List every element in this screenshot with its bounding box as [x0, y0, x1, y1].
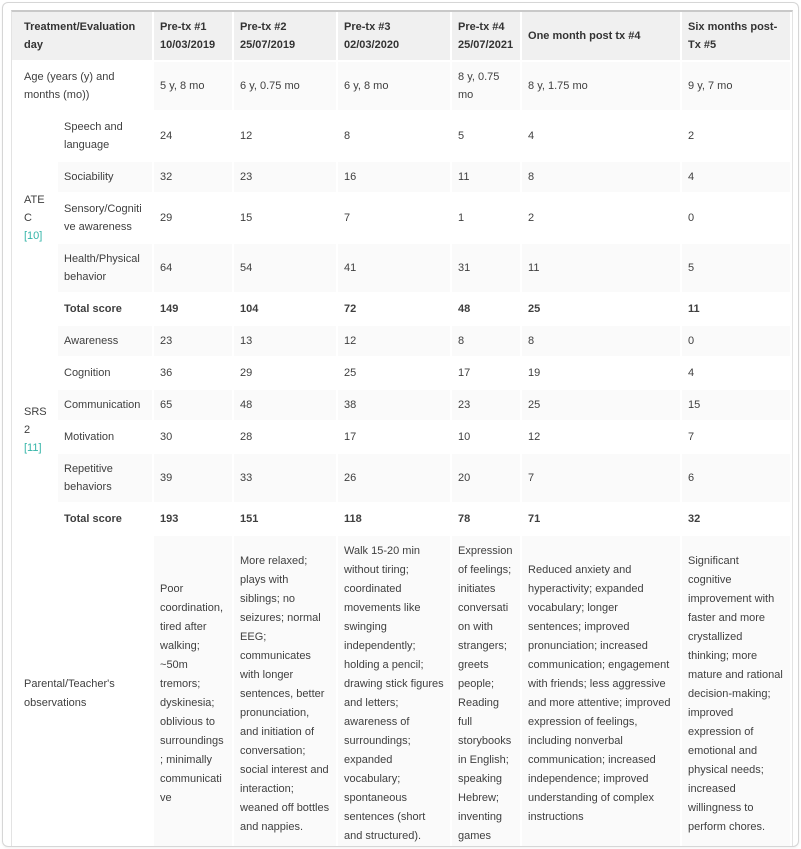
score-cell: 32 [154, 162, 234, 194]
age-cell: 6 y, 0.75 mo [234, 62, 338, 112]
score-cell: 7 [338, 194, 452, 244]
score-cell: 4 [682, 162, 792, 194]
score-cell: 71 [522, 504, 682, 536]
age-row [12, 62, 792, 112]
score-cell: 151 [234, 504, 338, 536]
age-cell: 8 y, 0.75 mo [452, 62, 522, 112]
row-label: Motivation [58, 422, 154, 454]
score-cell: 11 [452, 162, 522, 194]
srs2-motivation-row [12, 422, 792, 454]
column-header-one-month-post: One month post tx #4 [522, 12, 682, 62]
column-header-pretx3: Pre-tx #3 02/03/2020 [338, 12, 452, 62]
score-cell: 23 [234, 162, 338, 194]
atec-total-row [12, 294, 792, 326]
score-cell: 2 [682, 112, 792, 162]
column-header-pretx4: Pre-tx #4 25/07/2021 [452, 12, 522, 62]
score-cell: 8 [522, 162, 682, 194]
score-cell: 8 [338, 112, 452, 162]
age-cell: 9 y, 7 mo [682, 62, 792, 112]
observation-cell: Poor coordination, tired after walking; ~50m tremors; dyskinesia; oblivious to surroundings; minimally communicative [154, 536, 234, 847]
score-cell: 48 [234, 390, 338, 422]
score-cell: 33 [234, 454, 338, 504]
score-cell: 24 [154, 112, 234, 162]
row-label-observations: Parental/Teacher's observations [12, 536, 154, 847]
article-table-card [2, 2, 799, 847]
score-cell: 0 [682, 326, 792, 358]
srs2-awareness-row [12, 326, 792, 358]
score-cell: 26 [338, 454, 452, 504]
score-cell: 0 [682, 194, 792, 244]
score-cell: 17 [452, 358, 522, 390]
score-cell: 78 [452, 504, 522, 536]
group-name: ATEC [24, 194, 45, 224]
observation-cell: Walk 15-20 min without tiring; coordinated movements like swinging independently; holding a pencil; drawing stick figures and letters; awareness of surroundings; expanded vocabulary; spontaneous sentences (short and structured). [338, 536, 452, 847]
score-cell: 28 [234, 422, 338, 454]
column-header-pretx2: Pre-tx #2 25/07/2019 [234, 12, 338, 62]
score-cell: 54 [234, 244, 338, 294]
score-cell: 149 [154, 294, 234, 326]
score-cell: 7 [682, 422, 792, 454]
score-cell: 16 [338, 162, 452, 194]
observations-row [12, 536, 792, 847]
score-cell: 193 [154, 504, 234, 536]
column-header-pretx1: Pre-tx #1 10/03/2019 [154, 12, 234, 62]
score-cell: 41 [338, 244, 452, 294]
srs2-total-row [12, 504, 792, 536]
atec-health-row [12, 244, 792, 294]
row-label: Total score [58, 504, 154, 536]
score-cell: 29 [154, 194, 234, 244]
evaluation-table [11, 10, 793, 847]
score-cell: 20 [452, 454, 522, 504]
score-cell: 36 [154, 358, 234, 390]
row-label: Sociability [58, 162, 154, 194]
atec-speech-row [12, 112, 792, 162]
score-cell: 72 [338, 294, 452, 326]
group-name: SRS2 [24, 406, 47, 436]
observation-cell: Expression of feelings; initiates conversation with strangers; greets people; Reading full storybooks in English; speaking Hebrew; inventing games [452, 536, 522, 847]
score-cell: 15 [234, 194, 338, 244]
score-cell: 118 [338, 504, 452, 536]
row-label: Total score [58, 294, 154, 326]
header-row [12, 12, 792, 62]
observation-cell: Significant cognitive improvement with faster and more crystallized thinking; more mature and rational decision-making; improved expression of emotional and physical needs; increased willingness to perform chores. [682, 536, 792, 847]
score-cell: 23 [154, 326, 234, 358]
atec-sensory-row [12, 194, 792, 244]
srs2-cognition-row [12, 358, 792, 390]
column-header-treatment-day: Treatment/Evaluation day [12, 12, 154, 62]
group-label-atec [12, 112, 58, 326]
score-cell: 11 [522, 244, 682, 294]
score-cell: 5 [682, 244, 792, 294]
score-cell: 12 [338, 326, 452, 358]
score-cell: 65 [154, 390, 234, 422]
score-cell: 17 [338, 422, 452, 454]
score-cell: 11 [682, 294, 792, 326]
row-label: Communication [58, 390, 154, 422]
score-cell: 32 [682, 504, 792, 536]
score-cell: 15 [682, 390, 792, 422]
score-cell: 5 [452, 112, 522, 162]
group-label-srs2 [12, 326, 58, 536]
row-label: Speech and language [58, 112, 154, 162]
row-label: Health/Physical behavior [58, 244, 154, 294]
srs2-communication-row [12, 390, 792, 422]
score-cell: 25 [522, 294, 682, 326]
column-header-six-months-post: Six months post-Tx #5 [682, 12, 792, 62]
score-cell: 6 [682, 454, 792, 504]
observation-cell: Reduced anxiety and hyperactivity; expanded vocabulary; longer sentences; improved pronunciation; increased communication; engagement with friends; less aggressive and more attentive; improved expression of feelings, including nonverbal communication; increased independence; improved understanding of complex instructions [522, 536, 682, 847]
score-cell: 8 [522, 326, 682, 358]
score-cell: 31 [452, 244, 522, 294]
score-cell: 64 [154, 244, 234, 294]
score-cell: 1 [452, 194, 522, 244]
score-cell: 38 [338, 390, 452, 422]
age-cell: 6 y, 8 mo [338, 62, 452, 112]
row-label: Awareness [58, 326, 154, 358]
row-label: Sensory/Cognitive awareness [58, 194, 154, 244]
score-cell: 12 [234, 112, 338, 162]
score-cell: 4 [682, 358, 792, 390]
citation-link-11[interactable]: [11] [24, 442, 42, 454]
score-cell: 23 [452, 390, 522, 422]
score-cell: 104 [234, 294, 338, 326]
srs2-repetitive-row [12, 454, 792, 504]
citation-link-10[interactable]: [10] [24, 230, 43, 242]
score-cell: 2 [522, 194, 682, 244]
score-cell: 7 [522, 454, 682, 504]
score-cell: 29 [234, 358, 338, 390]
row-label-age: Age (years (y) and months (mo)) [12, 62, 154, 112]
score-cell: 30 [154, 422, 234, 454]
age-cell: 5 y, 8 mo [154, 62, 234, 112]
score-cell: 39 [154, 454, 234, 504]
atec-sociability-row [12, 162, 792, 194]
score-cell: 19 [522, 358, 682, 390]
row-label: Cognition [58, 358, 154, 390]
score-cell: 4 [522, 112, 682, 162]
score-cell: 10 [452, 422, 522, 454]
score-cell: 13 [234, 326, 338, 358]
age-cell: 8 y, 1.75 mo [522, 62, 682, 112]
score-cell: 25 [338, 358, 452, 390]
score-cell: 8 [452, 326, 522, 358]
observation-cell: More relaxed; plays with siblings; no seizures; normal EEG; communicates with longer sentences, better pronunciation, and initiation of conversation; social interest and interaction; weaned off bottles and nappies. [234, 536, 338, 847]
score-cell: 48 [452, 294, 522, 326]
row-label: Repetitive behaviors [58, 454, 154, 504]
score-cell: 12 [522, 422, 682, 454]
score-cell: 25 [522, 390, 682, 422]
